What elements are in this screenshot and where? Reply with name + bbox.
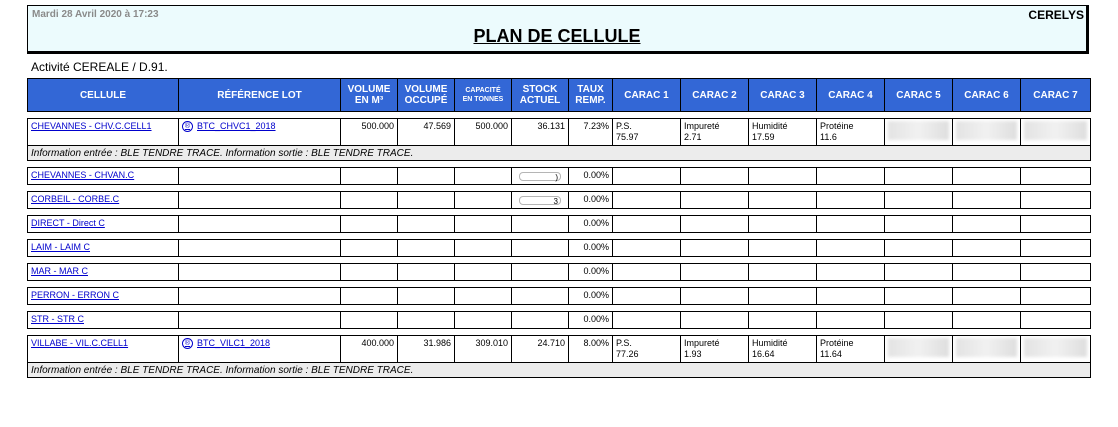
carac3-value: Humidité 17.59 — [749, 119, 817, 146]
cellule-cell — [28, 240, 179, 257]
cell-plan-table — [27, 78, 1091, 378]
report-date: Mardi 28 Avril 2020 à 17:23 — [32, 9, 159, 20]
cellule-cell — [28, 264, 179, 281]
info-row — [28, 363, 1091, 378]
table-row — [28, 119, 1091, 146]
cellule-cell — [28, 336, 179, 363]
cellule-link[interactable]: LAIM - LAIM C — [31, 242, 91, 252]
stock-input[interactable]: ) — [519, 172, 561, 181]
carac2-value: Impureté 2.71 — [681, 119, 749, 146]
carac6-value-blurred — [953, 336, 1021, 363]
carac5-value-blurred — [885, 336, 953, 363]
col-header-carac3: CARAC 3 — [749, 79, 817, 112]
cellule-link[interactable]: MAR - MAR C — [31, 266, 88, 276]
cellule-cell — [28, 312, 179, 329]
table-header-row — [28, 79, 1091, 112]
cellule-cell — [28, 168, 179, 185]
taux-value: 0.00% — [569, 312, 613, 329]
cellule-link[interactable]: PERRON - ERRON C — [31, 290, 120, 300]
stock-cell — [512, 192, 569, 209]
info-text: Information entrée : BLE TENDRE TRACE. Information sortie : BLE TENDRE TRACE. — [28, 363, 1091, 378]
col-header-carac5: CARAC 5 — [885, 79, 953, 112]
volume-occupe-value: 47.569 — [398, 119, 455, 146]
col-header-carac6: CARAC 6 — [953, 79, 1021, 112]
table-row — [28, 312, 1091, 329]
taux-value: 0.00% — [569, 216, 613, 233]
volume-value: 500.000 — [341, 119, 398, 146]
carac3-value: Humidité 16.64 — [749, 336, 817, 363]
col-header-volume-occupe: VOLUME OCCUPÉ — [398, 79, 455, 112]
carac1-value: P.S. 77.26 — [613, 336, 681, 363]
stock-value: 36.131 — [512, 119, 569, 146]
carac2-value: Impureté 1.93 — [681, 336, 749, 363]
col-header-carac2: CARAC 2 — [681, 79, 749, 112]
cellule-cell — [28, 192, 179, 209]
lot-registered-icon[interactable]: ® — [182, 121, 193, 132]
info-row — [28, 146, 1091, 161]
table-row — [28, 288, 1091, 305]
taux-value: 8.00% — [569, 336, 613, 363]
taux-value: 0.00% — [569, 264, 613, 281]
capacite-value: 500.000 — [455, 119, 512, 146]
table-row — [28, 168, 1091, 185]
table-row — [28, 336, 1091, 363]
carac4-value: Protéine 11.64 — [817, 336, 885, 363]
brand-name: CERELYS — [1028, 8, 1084, 22]
col-header-capacite: CAPACITÉ EN TONNES — [455, 79, 512, 112]
cellule-cell — [28, 119, 179, 146]
lot-registered-icon[interactable]: ® — [182, 338, 193, 349]
taux-value: 0.00% — [569, 168, 613, 185]
table-row — [28, 216, 1091, 233]
cellule-cell — [28, 288, 179, 305]
volume-value: 400.000 — [341, 336, 398, 363]
taux-value: 7.23% — [569, 119, 613, 146]
stock-input[interactable]: 3 — [519, 196, 561, 205]
col-header-volume: VOLUME EN M³ — [341, 79, 398, 112]
table-row — [28, 264, 1091, 281]
col-header-carac1: CARAC 1 — [613, 79, 681, 112]
stock-cell — [512, 168, 569, 185]
volume-occupe-value: 31.986 — [398, 336, 455, 363]
stock-value: 24.710 — [512, 336, 569, 363]
col-header-taux: TAUX REMP. — [569, 79, 613, 112]
table-row — [28, 192, 1091, 209]
page-title: PLAN DE CELLULE — [473, 26, 641, 46]
cellule-link[interactable]: STR - STR C — [31, 314, 84, 324]
carac6-value-blurred — [953, 119, 1021, 146]
lot-link[interactable]: BTC_VILC1_2018 — [197, 338, 271, 348]
carac7-value-blurred — [1021, 119, 1091, 146]
cellule-link[interactable]: DIRECT - Direct C — [31, 218, 105, 228]
capacite-value: 309.010 — [455, 336, 512, 363]
cellule-link[interactable]: CORBEIL - CORBE.C — [31, 194, 120, 204]
carac7-value-blurred — [1021, 336, 1091, 363]
col-header-cellule: CELLULE — [28, 79, 179, 112]
carac5-value-blurred — [885, 119, 953, 146]
cellule-link[interactable]: VILLABE - VIL.C.CELL1 — [31, 338, 129, 348]
col-header-reference-lot: RÉFÉRENCE LOT — [179, 79, 341, 112]
lot-cell — [179, 336, 341, 363]
cellule-cell — [28, 216, 179, 233]
lot-cell — [179, 119, 341, 146]
activity-label: Activité CEREALE / D.91. — [31, 60, 168, 74]
cellule-link[interactable]: CHEVANNES - CHVAN.C — [31, 170, 135, 180]
taux-value: 0.00% — [569, 288, 613, 305]
col-header-carac4: CARAC 4 — [817, 79, 885, 112]
carac4-value: Protéine 11.6 — [817, 119, 885, 146]
lot-link[interactable]: BTC_CHVC1_2018 — [197, 121, 276, 131]
carac1-value: P.S. 75.97 — [613, 119, 681, 146]
taux-value: 0.00% — [569, 192, 613, 209]
col-header-carac7: CARAC 7 — [1021, 79, 1091, 112]
col-header-stock: STOCK ACTUEL — [512, 79, 569, 112]
report-header — [27, 5, 1089, 54]
info-text: Information entrée : BLE TENDRE TRACE. Information sortie : BLE TENDRE TRACE. — [28, 146, 1091, 161]
table-row — [28, 240, 1091, 257]
taux-value: 0.00% — [569, 240, 613, 257]
cellule-link[interactable]: CHEVANNES - CHV.C.CELL1 — [31, 121, 152, 131]
